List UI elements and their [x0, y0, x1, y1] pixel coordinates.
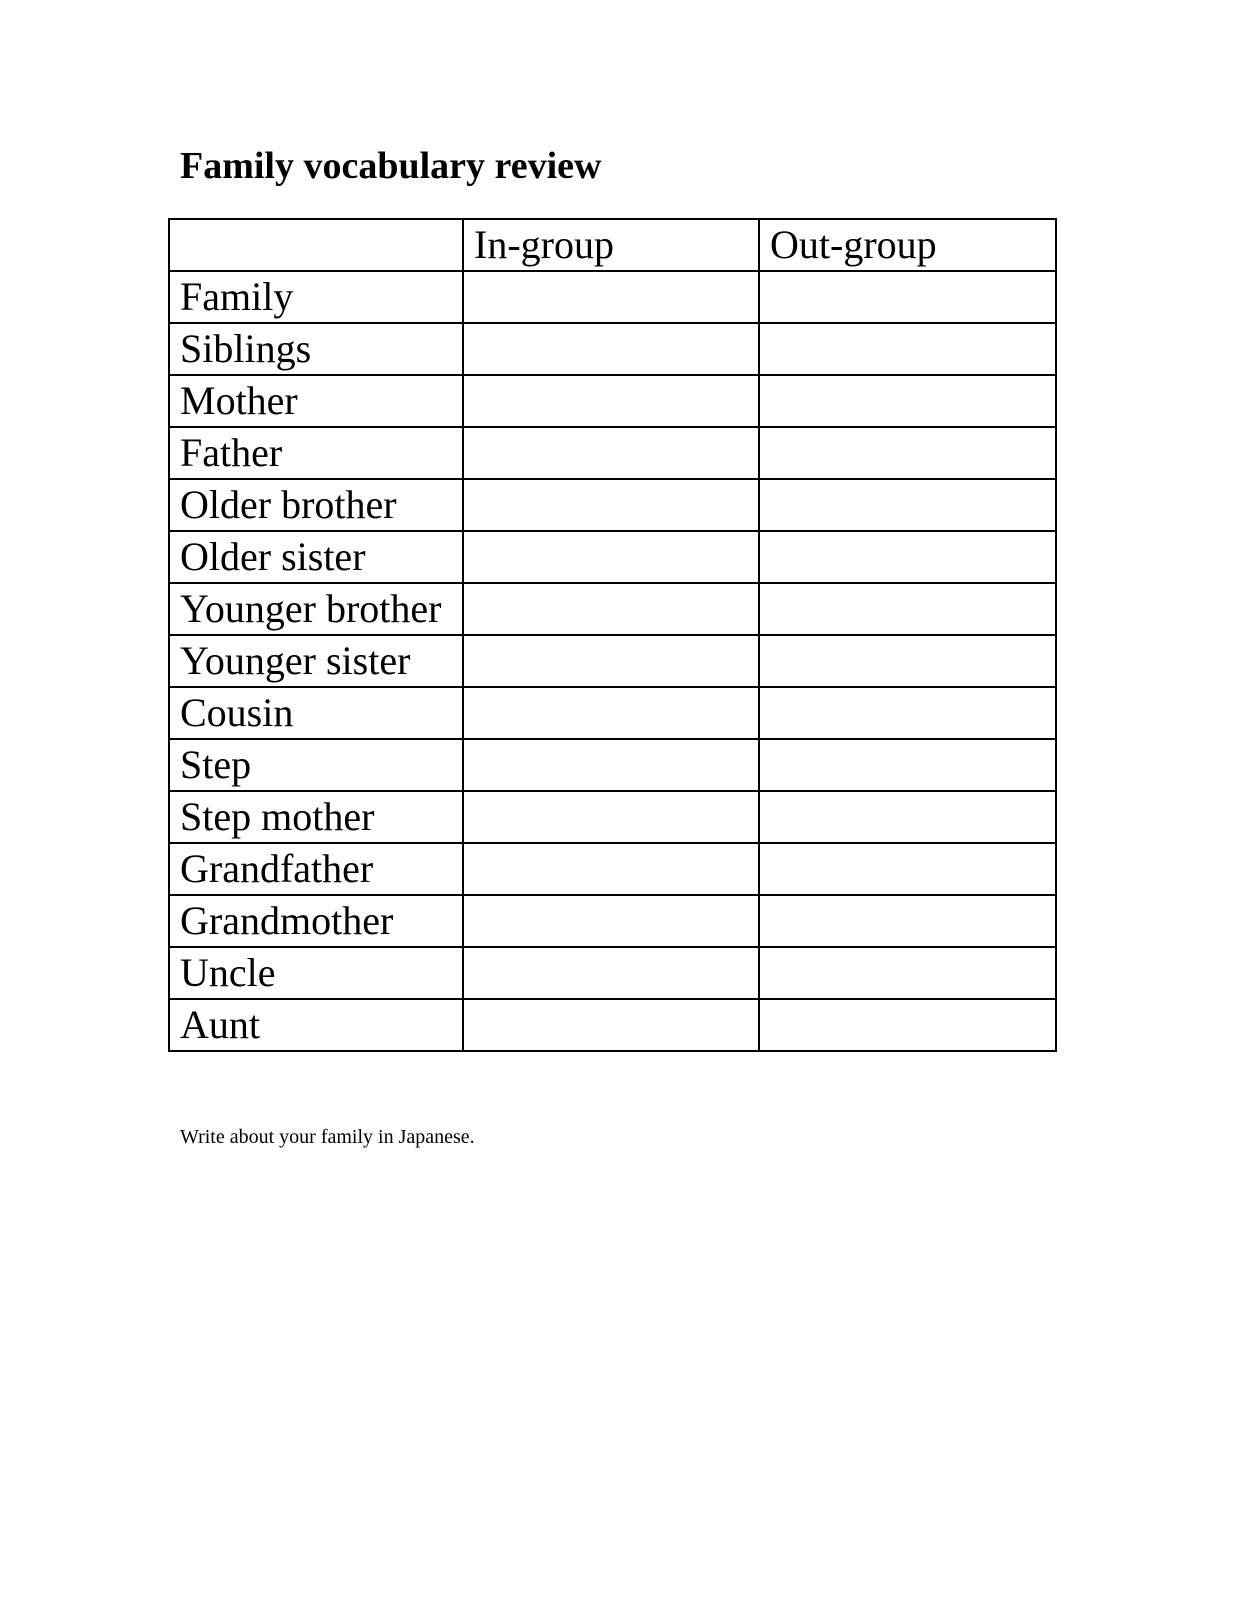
term-cell: Step mother — [169, 791, 463, 843]
in-group-cell[interactable] — [463, 895, 759, 947]
term-cell: Older sister — [169, 531, 463, 583]
table-row — [169, 479, 1056, 531]
in-group-cell[interactable] — [463, 271, 759, 323]
vocabulary-table — [168, 218, 1057, 1052]
out-group-cell[interactable] — [759, 479, 1056, 531]
in-group-cell[interactable] — [463, 791, 759, 843]
in-group-cell[interactable] — [463, 687, 759, 739]
in-group-cell[interactable] — [463, 427, 759, 479]
table-row — [169, 531, 1056, 583]
in-group-cell[interactable] — [463, 323, 759, 375]
in-group-cell[interactable] — [463, 583, 759, 635]
out-group-cell[interactable] — [759, 583, 1056, 635]
term-cell: Older brother — [169, 479, 463, 531]
table-row — [169, 375, 1056, 427]
out-group-cell[interactable] — [759, 635, 1056, 687]
table-row — [169, 271, 1056, 323]
table-header-row — [169, 219, 1056, 271]
out-group-cell[interactable] — [759, 531, 1056, 583]
term-cell: Aunt — [169, 999, 463, 1051]
term-cell: Step — [169, 739, 463, 791]
in-group-cell[interactable] — [463, 999, 759, 1051]
term-cell: Grandfather — [169, 843, 463, 895]
table-row — [169, 739, 1056, 791]
term-cell: Grandmother — [169, 895, 463, 947]
out-group-cell[interactable] — [759, 843, 1056, 895]
in-group-cell[interactable] — [463, 531, 759, 583]
table-row — [169, 687, 1056, 739]
out-group-cell[interactable] — [759, 427, 1056, 479]
term-cell: Cousin — [169, 687, 463, 739]
out-group-cell[interactable] — [759, 947, 1056, 999]
out-group-cell[interactable] — [759, 791, 1056, 843]
out-group-cell[interactable] — [759, 323, 1056, 375]
out-group-cell[interactable] — [759, 999, 1056, 1051]
out-group-cell[interactable] — [759, 375, 1056, 427]
table-row — [169, 895, 1056, 947]
table-row — [169, 843, 1056, 895]
term-cell: Father — [169, 427, 463, 479]
in-group-cell[interactable] — [463, 947, 759, 999]
term-cell: Mother — [169, 375, 463, 427]
writing-instruction: Write about your family in Japanese. — [180, 1126, 475, 1148]
out-group-cell[interactable] — [759, 271, 1056, 323]
term-cell: Uncle — [169, 947, 463, 999]
out-group-cell[interactable] — [759, 687, 1056, 739]
term-cell: Younger sister — [169, 635, 463, 687]
table-row — [169, 635, 1056, 687]
term-cell: Younger brother — [169, 583, 463, 635]
out-group-cell[interactable] — [759, 739, 1056, 791]
in-group-cell[interactable] — [463, 635, 759, 687]
term-cell: Family — [169, 271, 463, 323]
header-term-cell — [169, 219, 463, 271]
table-row — [169, 583, 1056, 635]
table-row — [169, 427, 1056, 479]
table-row — [169, 999, 1056, 1051]
table-row — [169, 791, 1056, 843]
page-title: Family vocabulary review — [180, 145, 602, 187]
in-group-cell[interactable] — [463, 479, 759, 531]
term-cell: Siblings — [169, 323, 463, 375]
table-row — [169, 947, 1056, 999]
out-group-cell[interactable] — [759, 895, 1056, 947]
header-out-group: Out-group — [759, 219, 1056, 271]
header-in-group: In-group — [463, 219, 759, 271]
in-group-cell[interactable] — [463, 375, 759, 427]
in-group-cell[interactable] — [463, 739, 759, 791]
table-row — [169, 323, 1056, 375]
in-group-cell[interactable] — [463, 843, 759, 895]
